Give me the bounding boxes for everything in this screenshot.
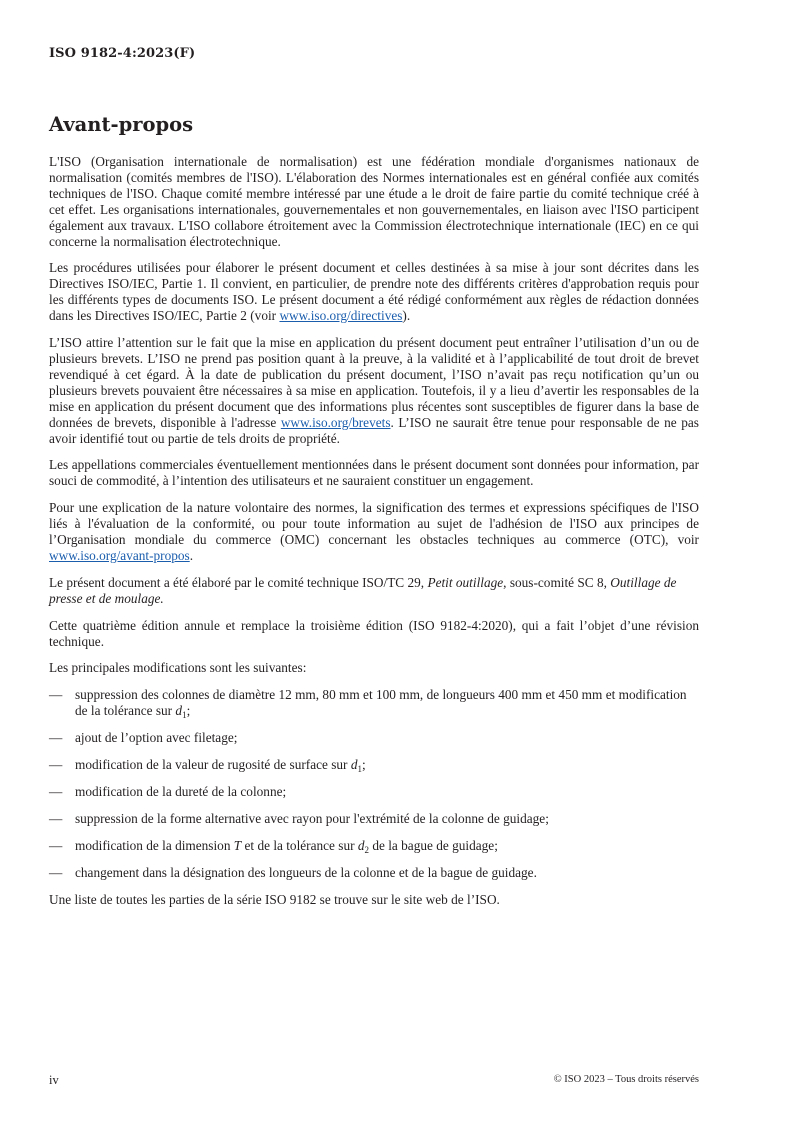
paragraph-edition: Cette quatrième édition annule et remplace la troisième édition (ISO 9182-4:2020), qui a fait l’objet d’une révision technique. <box>49 617 699 649</box>
dash-bullet: — <box>49 730 63 746</box>
directives-link[interactable]: www.iso.org/directives <box>279 308 403 324</box>
copyright-notice: © ISO 2023 – Tous droits réservés <box>553 1074 699 1085</box>
variable-d1: d <box>175 703 183 719</box>
foreword-link[interactable]: www.iso.org/avant-propos <box>49 547 190 563</box>
paragraph-procedures <box>49 260 699 324</box>
document-id-header: ISO 9182-4:2023(F) <box>49 46 196 61</box>
variable-T: T <box>233 837 242 853</box>
paragraph-text: Les procédures utilisées pour élaborer le présent document et celles destinées à sa mise à jour sont décrites dans les Directives ISO/IEC, Partie 1. Il convient, en particulier, de prendre note des différents critères d'approbation requis pour les différents types de documents ISO. Le présent document a été rédigé conformément aux règles de rédaction données dans les Directives ISO/IEC, Partie 2 (voir <box>49 260 699 324</box>
paragraph-trade-names: Les appellations commerciales éventuellement mentionnées dans le présent document sont données pour information, par souci de commodité, à l’intention des utilisateurs et ne sauraient constituer un engagement. <box>49 457 699 489</box>
list-item: — modification de la valeur de rugosité de surface sur $d_1$; <box>49 757 366 775</box>
list-item: — suppression de la forme alternative avec rayon pour l'extrémité de la colonne de guidage; <box>49 810 549 826</box>
paragraph-text: , sous-comité SC 8, <box>503 574 611 590</box>
paragraph-text: ). <box>402 308 411 324</box>
paragraph-text: L’ISO attire l’attention sur le fait que la mise en application du présent document peut entraîner l’utilisation d’un ou de plusieurs brevets. L’ISO ne prend pas position quant à la preuve, à la validité et à l’applicabilité de tout droit de brevet revendiqué à cet égard. À la date de publication du présent document, l’ISO n’avait pas reçu notification qu’un ou plusieurs brevets pouvaient être nécessaires à sa mise en application. Toutefois, il y a lieu d’avertir les responsables de la mise en application du présent document que des informations plus récentes sont susceptibles de figurer dans la base de données de brevets, disponible à l'adresse <box>49 335 699 430</box>
patents-link[interactable]: www.iso.org/brevets <box>280 414 391 430</box>
paragraph-text: Le présent document a été élaboré par le comité technique ISO/TC 29, <box>49 574 428 590</box>
modifications-list <box>49 687 699 880</box>
list-item: — modification de la dimension T et de la tolérance sur $d_2$ de la bague de guidage; <box>49 837 498 855</box>
committee-name: Petit outillage <box>427 574 504 590</box>
dash-bullet: — <box>49 757 63 773</box>
dash-bullet: — <box>49 837 63 853</box>
dash-bullet: — <box>49 687 63 703</box>
paragraph-text: . <box>189 547 194 563</box>
paragraph-series-parts: Une liste de toutes les parties de la série ISO 9182 se trouve sur le site web de l’ISO. <box>49 891 500 907</box>
paragraph-text: . L’ISO ne saurait être tenue pour responsable de ne pas avoir identifié tout ou partie de tels droits de propriété. <box>49 414 699 446</box>
list-item: — suppression des colonnes de diamètre 12 mm, 80 mm et 100 mm, de longueurs 400 mm et 450 mm et modification de la tolérance sur $d_1$; <box>49 687 687 721</box>
variable-d1: d <box>350 757 358 773</box>
paragraph-committee <box>49 575 699 607</box>
paragraph-modifications-intro: Les principales modifications sont les suivantes: <box>49 660 307 676</box>
paragraph-patents <box>49 335 699 446</box>
list-item: — modification de la dureté de la colonne; <box>49 784 287 799</box>
dash-bullet: — <box>49 784 63 799</box>
list-item: — ajout de l’option avec filetage; <box>49 730 238 746</box>
variable-d2: d <box>357 837 365 853</box>
page-number: iv <box>49 1073 59 1087</box>
paragraph-iso-intro: L'ISO (Organisation internationale de normalisation) est une fédération mondiale d'organismes nationaux de normalisation (comités membres de l'ISO). L'élaboration des Normes internationales est en général confiée aux comités techniques de l'ISO. Chaque comité membre intéressé par une étude a le droit de faire partie du comité technique créé à cet effet. Les organisations internationales, gouvernementales et non gouvernementales, en liaison avec l'ISO participent également aux travaux. L'ISO collabore étroitement avec la Commission électrotechnique internationale (IEC) en ce qui concerne la normalisation électrotechnique. <box>49 154 699 249</box>
list-item: — changement dans la désignation des longueurs de la colonne et de la bague de guidage. <box>49 864 537 880</box>
dash-bullet: — <box>49 810 63 826</box>
paragraph-voluntary-nature <box>49 500 699 564</box>
page-title: Avant-propos <box>49 113 194 136</box>
dash-bullet: — <box>49 864 63 880</box>
foreword-body <box>49 154 699 919</box>
paragraph-text: Pour une explication de la nature volontaire des normes, la signification des termes et expressions spécifiques de l'ISO liés à l'évaluation de la conformité, ou pour toute information au sujet de l'adhésion de l'ISO aux principes de l’Organisation mondiale du commerce (OMC) concernant les obstacles techniques au commerce (OTC), voir <box>49 500 699 548</box>
subcommittee-name: Outillage de presse et de moulage. <box>49 574 677 606</box>
